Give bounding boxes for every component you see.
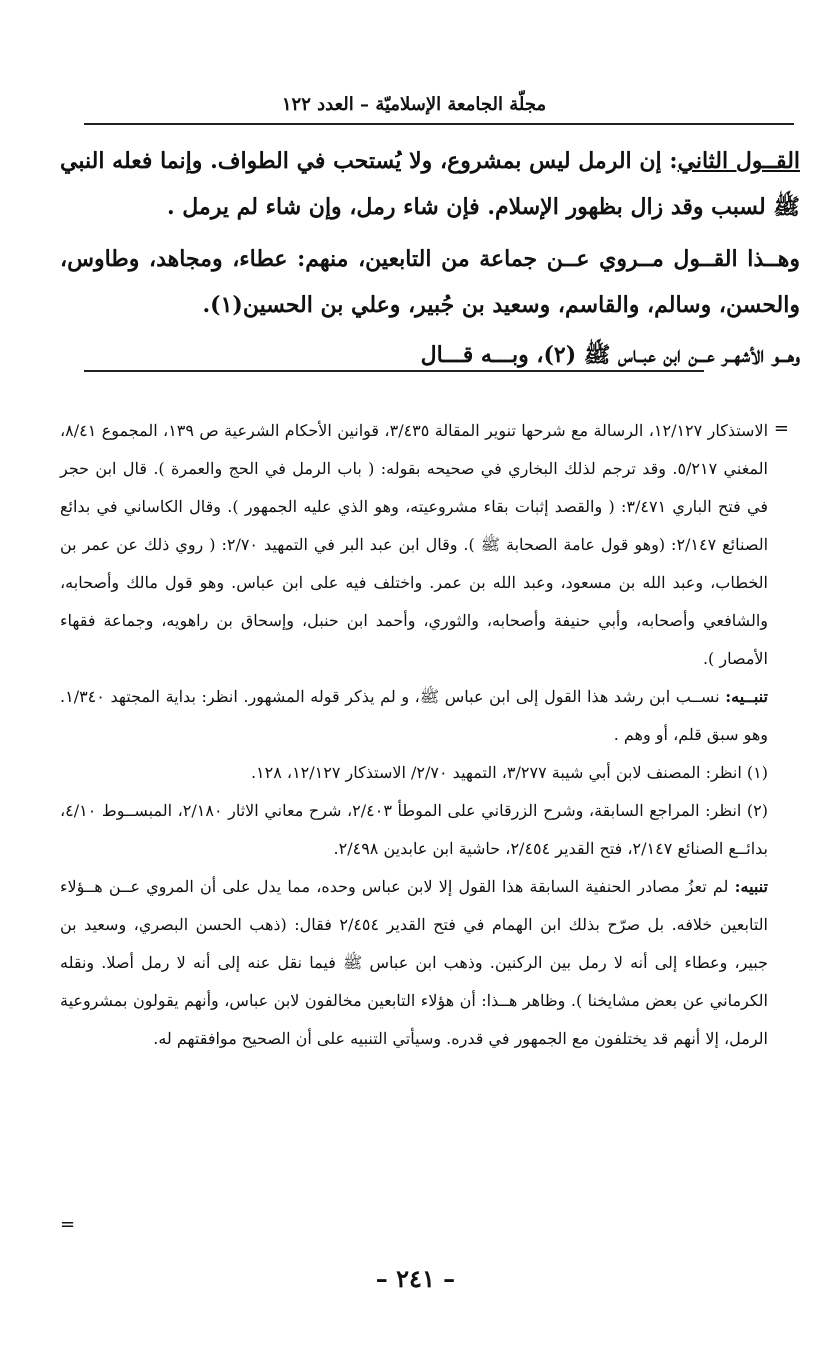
footnote-divider [84, 370, 704, 372]
paragraph-second-opinion [60, 138, 800, 230]
tanbih-text-2: لم تعزُ مصادر الحنفية السابقة هذا القول إلا لابن عباس وحده، مما يدل على أن المروي عــن هــؤلاء التابعين خلافه. بل صرّح بذلك ابن الهمام في فتح القدير ٢/٤٥٤ فقال: (ذهب الحسن البصري، وسعيد بن جبير، وعطاء إلى أنه لا رمل بين الركنين. وذهب ابن عباس ﷺ فيما نقل عنه إلى أنه لا رمل أصلا. ونقله الكرماني عن بعض مشايخنا ). وظاهر هــذا: أن هؤلاء التابعين مخالفون لابن عباس، وأنهم يقولون بمشروعية الرمل، إلا أنهم قد يختلفون مع الجمهور في قدره. وسيأتي التنبيه على أن الصحيح موافقتهم له. [60, 877, 769, 1048]
continuation-mark-top: = [773, 418, 789, 439]
footnote-2: (٢) انظر: المراجع السابقة، وشرح الزرقاني على الموطأ ٢/٤٠٣، شرح معاني الاثار ٢/١٨٠، المبســوط ٤/١٠، بدائــع الصنائع ٢/١٤٧، فتح القدير ٢/٤٥٤، حاشية ابن عابدين ٢/٤٩٨. [60, 801, 768, 858]
paragraph-tabiin: وهــذا القــول مــروي عــن جماعة من التابعين، منهم: عطاء، ومجاهد، وطاوس، والحسن، وسالم، والقاسم، وسعيد بن جُبير، وعلي بن الحسين(١). [60, 246, 800, 318]
running-header: مجلّة الجامعة الإسلاميّة – العدد ١٢٢ [281, 94, 547, 115]
footnote-continued: الاستذكار ١٢/١٢٧، الرسالة مع شرحها تنوير المقالة ٣/٤٣٥، قوانين الأحكام الشرعية ص ١٣٩، المجموع ٨/٤١، المغني ٥/٢١٧. وقد ترجم لذلك البخاري في صحيحه بقوله: ( باب الرمل في الحج والعمرة ). قال ابن حجر في فتح الباري ٣/٤٧١: ( والقصد إثبات بقاء مشروعيته، وهو الذي عليه الجمهور ). وقال الكاساني في بدائع الصنائع ٢/١٤٧: (وهو قول عامة الصحابة ﷺ ). وقال ابن عبد البر في التمهيد ٢/٧٠: ( روي ذلك عن عمر بن الخطاب، وعبد الله بن مسعود، وعبد الله بن عمر. واختلف فيه على ابن عباس. وهو قول مالك وأصحابه، والشافعي وأصحابه، وأبي حنيفة وأصحابه، والثوري، وأحمد ابن حنبل، وإسحاق بن راهويه، وجماعة فقهاء الأمصار ). [60, 421, 769, 668]
tanbih-text-1: نســب ابن رشد هذا القول إلى ابن عباس ﷺ، و لم يذكر قوله المشهور. انظر: بداية المجتهد ١/٣٤٠. وهو سبق قلم، أو وهم . [60, 687, 768, 744]
main-text [60, 138, 800, 378]
tanbih-label-1: تنبــيه: [725, 687, 768, 706]
continuation-mark-bottom: = [60, 1214, 76, 1235]
page-number: – ٢٤١ – [375, 1264, 456, 1293]
paragraph-ibn-abbas: وهـــو الأشهــر عـــن ابن عبــاس ﷺ (٢)، وبـــه قـــال [420, 342, 800, 368]
tanbih-label-2: تنبيه: [734, 877, 768, 896]
second-opinion-text: : إن الرمل ليس بمشروع، ولا يُستحب في الطواف. وإنما فعله النبي ﷺ لسبب وقد زال بظهور الإسلام. فإن شاء رمل، وإن شاء لم يرمل . [60, 148, 800, 220]
footnote-1: (١) انظر: المصنف لابن أبي شيبة ٣/٢٧٧، التمهيد ٢/٧٠/ الاستذكار ١٢/١٢٧، ١٢٨. [250, 763, 768, 782]
tanbih-note-1 [60, 678, 768, 754]
footnotes [60, 412, 768, 1058]
header-divider [84, 123, 794, 125]
tanbih-note-2 [60, 868, 768, 1058]
second-opinion-label: القــول الثاني [677, 148, 801, 174]
